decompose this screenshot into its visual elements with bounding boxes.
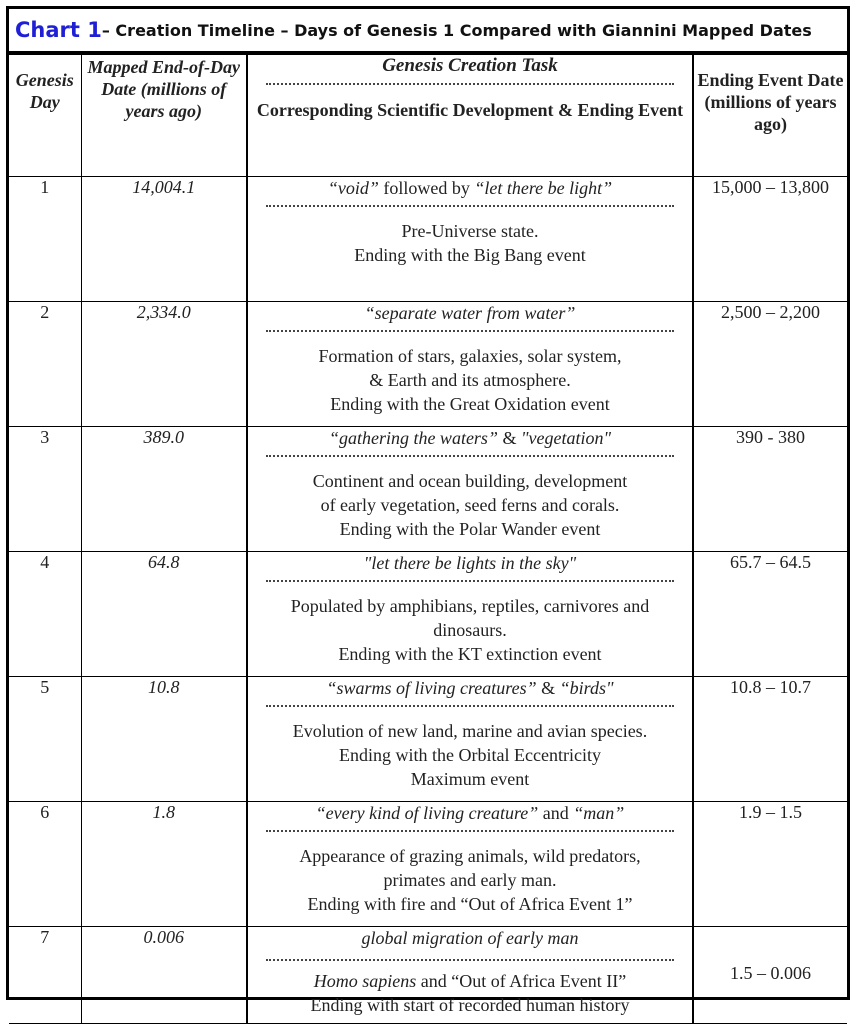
task-phrase-c: “birds" — [559, 678, 614, 698]
task-phrase-a: global migration of early man — [361, 928, 579, 948]
task-cell — [247, 427, 693, 552]
dotted-divider — [266, 205, 674, 207]
task-line: & Earth and its atmosphere. — [369, 370, 571, 390]
task-description — [248, 344, 692, 416]
task-line: Ending with fire and “Out of Africa Event 1” — [307, 894, 633, 914]
task-description — [248, 719, 692, 791]
task-phrase — [248, 677, 692, 699]
task-cell — [247, 802, 693, 927]
mapped-date-cell: 64.8 — [81, 552, 247, 677]
table-row — [9, 427, 847, 552]
task-phrase-a: “separate water from water” — [364, 303, 576, 323]
task-phrase-b: & — [497, 428, 521, 448]
task-line: Ending with the Great Oxidation event — [330, 394, 610, 414]
task-cell — [247, 552, 693, 677]
header-task — [247, 55, 693, 177]
task-line-rest: and “Out of Africa Event II” — [416, 971, 627, 991]
table-row — [9, 677, 847, 802]
task-phrase-a: “void” — [327, 178, 379, 198]
task-line: Evolution of new land, marine and avian species. — [292, 721, 648, 741]
task-line: Populated by amphibians, reptiles, carnivores and — [290, 596, 650, 616]
task-phrase — [248, 302, 692, 324]
table-row — [9, 177, 847, 302]
dotted-divider — [266, 83, 674, 85]
task-phrase-a: “every kind of living creature” — [315, 803, 539, 823]
header-row — [9, 55, 847, 177]
day-cell: 4 — [9, 552, 81, 677]
task-line: primates and early man. — [383, 870, 557, 890]
chart-title-text: – Creation Timeline – Days of Genesis 1 Compared with Giannini Mapped Dates — [101, 20, 812, 40]
task-line: Continent and ocean building, development — [312, 471, 628, 491]
ending-date-cell: 10.8 – 10.7 — [693, 677, 847, 802]
day-cell: 2 — [9, 302, 81, 427]
task-line-italic: Homo sapiens — [313, 971, 417, 991]
task-cell — [247, 927, 693, 1024]
task-description — [248, 594, 692, 666]
ending-date-cell: 1.9 – 1.5 — [693, 802, 847, 927]
task-phrase-b: and — [538, 803, 574, 823]
dotted-divider — [266, 455, 674, 457]
mapped-date-cell: 14,004.1 — [81, 177, 247, 302]
day-cell: 3 — [9, 427, 81, 552]
task-phrase-b: followed by — [378, 178, 475, 198]
table-row — [9, 927, 847, 1024]
task-description — [248, 469, 692, 541]
task-phrase-c: “let there be light” — [474, 178, 613, 198]
dotted-divider — [266, 580, 674, 582]
dotted-divider — [266, 830, 674, 832]
day-cell: 1 — [9, 177, 81, 302]
task-phrase — [248, 802, 692, 824]
header-mapped-date: Mapped End-of-Day Date (millions of years ago) — [81, 55, 247, 177]
task-line: Ending with the KT extinction event — [338, 644, 602, 664]
task-phrase — [248, 427, 692, 449]
task-phrase-c: "vegetation" — [520, 428, 612, 448]
task-line: Ending with start of recorded human history — [310, 995, 630, 1015]
ending-date-cell: 15,000 – 13,800 — [693, 177, 847, 302]
table-row — [9, 552, 847, 677]
timeline-table — [9, 54, 847, 1024]
dotted-divider — [266, 959, 674, 961]
task-phrase-a: “swarms of living creatures” — [326, 678, 537, 698]
dotted-divider — [266, 330, 674, 332]
task-line — [248, 969, 692, 993]
ending-date-cell: 1.5 – 0.006 — [693, 927, 847, 1024]
task-cell — [247, 177, 693, 302]
ending-date-cell: 65.7 – 64.5 — [693, 552, 847, 677]
dotted-divider — [266, 705, 674, 707]
task-line: dinosaurs. — [433, 620, 507, 640]
header-task-title: Genesis Creation Task — [382, 55, 558, 76]
task-line: Pre-Universe state. — [401, 221, 539, 241]
task-phrase — [248, 927, 692, 949]
header-genesis-day: Genesis Day — [9, 55, 81, 177]
task-description — [248, 219, 692, 267]
task-phrase-a: "let there be lights in the sky" — [363, 553, 577, 573]
ending-date-cell: 390 - 380 — [693, 427, 847, 552]
ending-date-cell: 2,500 – 2,200 — [693, 302, 847, 427]
day-cell: 5 — [9, 677, 81, 802]
mapped-date-cell: 0.006 — [81, 927, 247, 1024]
task-phrase — [248, 177, 692, 199]
day-cell: 7 — [9, 927, 81, 1024]
task-line: Formation of stars, galaxies, solar system, — [318, 346, 622, 366]
header-ending-date: Ending Event Date (millions of years ago) — [693, 55, 847, 177]
task-description — [248, 969, 692, 1017]
task-line: Ending with the Big Bang event — [354, 245, 586, 265]
task-line: Ending with the Orbital Eccentricity — [339, 745, 601, 765]
task-line: of early vegetation, seed ferns and corals. — [320, 495, 620, 515]
task-line: Appearance of grazing animals, wild predators, — [299, 846, 641, 866]
chart-title — [9, 9, 847, 54]
chart-number: Chart 1 — [15, 18, 102, 42]
task-description — [248, 844, 692, 916]
task-phrase-b: & — [536, 678, 560, 698]
task-line: Ending with the Polar Wander event — [339, 519, 601, 539]
chart-frame — [6, 6, 850, 1015]
task-cell — [247, 302, 693, 427]
mapped-date-cell: 10.8 — [81, 677, 247, 802]
task-phrase-a: “gathering the waters” — [328, 428, 498, 448]
table-row — [9, 302, 847, 427]
mapped-date-cell: 1.8 — [81, 802, 247, 927]
task-phrase-c: “man” — [573, 803, 625, 823]
task-line: Maximum event — [410, 769, 530, 789]
header-task-sub: Corresponding Scientific Development & Ending Event — [256, 100, 684, 120]
task-phrase — [248, 552, 692, 574]
mapped-date-cell: 389.0 — [81, 427, 247, 552]
table-row — [9, 802, 847, 927]
task-cell — [247, 677, 693, 802]
day-cell: 6 — [9, 802, 81, 927]
mapped-date-cell: 2,334.0 — [81, 302, 247, 427]
